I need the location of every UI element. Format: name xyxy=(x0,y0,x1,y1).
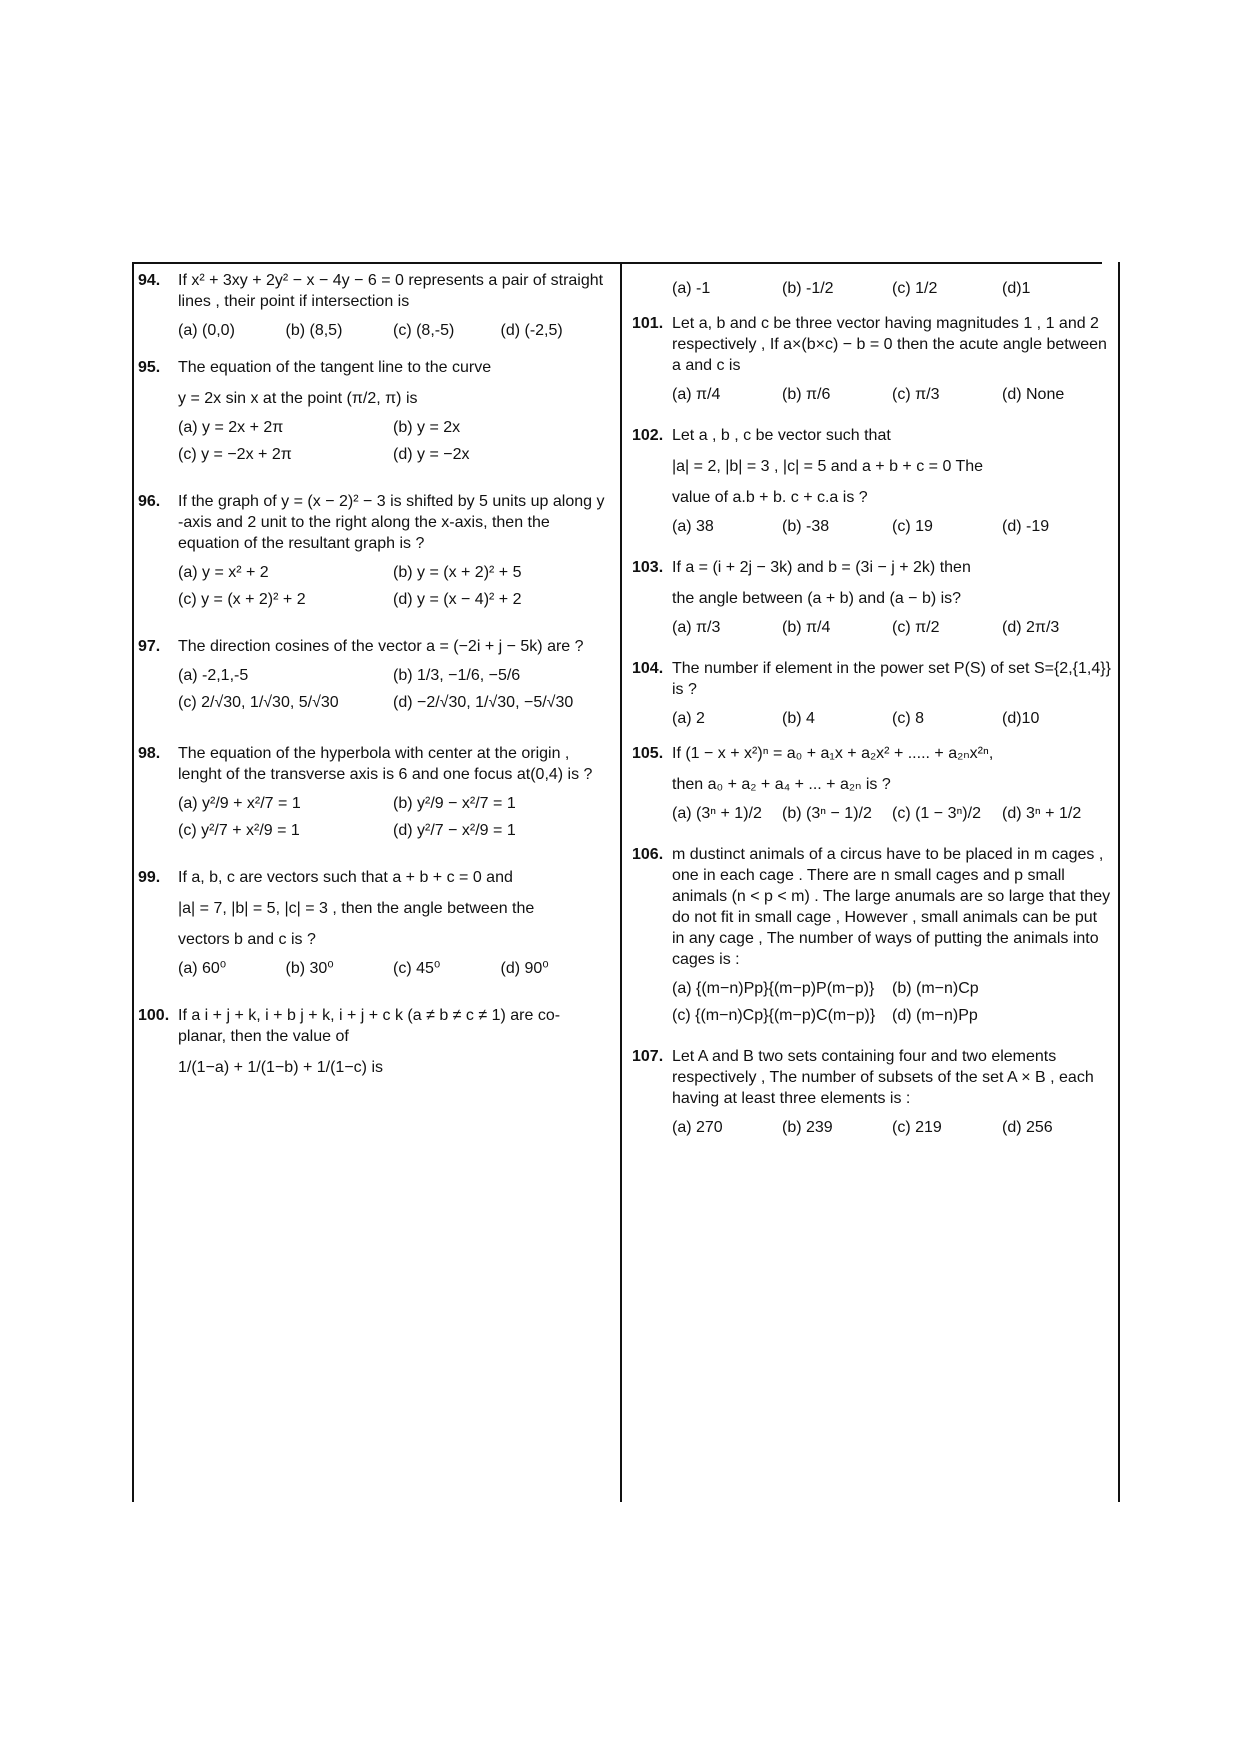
option: (d) y = −2x xyxy=(393,446,470,463)
option: (d)1 xyxy=(1002,280,1031,297)
option: (d) −2/√30, 1/√30, −5/√30 xyxy=(393,694,574,711)
question-text: The equation of the tangent line to the curve xyxy=(178,359,492,376)
question-number: 103. xyxy=(632,559,664,576)
option: (c) π/2 xyxy=(892,619,940,636)
option: (a) 270 xyxy=(672,1119,723,1136)
options-list xyxy=(178,787,608,841)
question-107 xyxy=(632,1046,1112,1138)
option: (b) π/6 xyxy=(782,386,831,403)
question-94 xyxy=(138,270,608,341)
question-number: 101. xyxy=(632,315,664,332)
question-subtext: the angle between (a + b) and (a − b) is? xyxy=(672,590,962,607)
left-column xyxy=(138,270,608,1078)
question-subtext: value of a.b + b. c + c.a is ? xyxy=(672,489,868,506)
option: (c) 19 xyxy=(892,518,933,535)
options-list xyxy=(672,797,1112,824)
option: (a) -2,1,-5 xyxy=(178,667,249,684)
option: (a) (3ⁿ + 1)/2 xyxy=(672,805,762,822)
top-rule-left xyxy=(132,262,622,264)
option: (b) 4 xyxy=(782,710,815,727)
option: (d) (m−n)Pp xyxy=(892,1007,978,1024)
option: (d) None xyxy=(1002,386,1065,403)
option: (d) 2π/3 xyxy=(1002,619,1060,636)
question-number: 100. xyxy=(138,1007,170,1024)
question-text: If the graph of y = (x − 2)² − 3 is shifted by 5 units up along y -axis and 2 unit to the right along the x-axis, then the equation of the resultant graph is ? xyxy=(178,493,605,552)
question-number: 94. xyxy=(138,272,161,289)
question-number: 107. xyxy=(632,1048,664,1065)
options-list xyxy=(178,556,608,610)
option: (c) (1 − 3ⁿ)/2 xyxy=(892,805,981,822)
options-list xyxy=(672,510,1112,537)
option: (a) y²/9 + x²/7 = 1 xyxy=(178,795,301,812)
question-subtext: vectors b and c is ? xyxy=(178,931,316,948)
right-border xyxy=(1118,262,1120,1502)
option: (b) π/4 xyxy=(782,619,831,636)
top-rule-right xyxy=(622,262,1102,264)
question-number: 97. xyxy=(138,638,161,655)
question-106 xyxy=(632,844,1112,1026)
option: (c) y²/7 + x²/9 = 1 xyxy=(178,822,300,839)
option: (d)10 xyxy=(1002,710,1040,727)
options-list xyxy=(178,314,608,341)
options-list xyxy=(672,611,1112,638)
option: (a) {(m−n)Pp}{(m−p)P(m−p)} xyxy=(672,980,875,997)
option: (a) y = x² + 2 xyxy=(178,564,269,581)
question-number: 102. xyxy=(632,427,664,444)
option: (c) 45⁰ xyxy=(393,960,441,977)
question-100 xyxy=(138,1005,608,1078)
option: (b) (m−n)Cp xyxy=(892,980,979,997)
question-text: The direction cosines of the vector a = (−2i + j − 5k) are ? xyxy=(178,638,584,655)
question-subtext: |a| = 2, |b| = 3 , |c| = 5 and a + b + c = 0 The xyxy=(672,458,984,475)
option: (c) 219 xyxy=(892,1119,942,1136)
question-95 xyxy=(138,357,608,465)
option: (c) 8 xyxy=(892,710,924,727)
question-subtext: then a₀ + a₂ + a₄ + ... + a₂ₙ is ? xyxy=(672,776,891,793)
question-number: 95. xyxy=(138,359,161,376)
question-number: 106. xyxy=(632,846,664,863)
option: (a) π/3 xyxy=(672,619,721,636)
question-99 xyxy=(138,867,608,979)
options-list xyxy=(178,659,608,713)
question-text: If a, b, c are vectors such that a + b + c = 0 and xyxy=(178,869,513,886)
option: (c) 1/2 xyxy=(892,280,938,297)
options-list xyxy=(672,272,1112,299)
option: (b) -1/2 xyxy=(782,280,834,297)
option: (b) y = 2x xyxy=(393,419,461,436)
question-text: The equation of the hyperbola with center at the origin , lenght of the transverse axis is 6 and one focus at(0,4) is ? xyxy=(178,745,593,783)
option: (b) 30⁰ xyxy=(285,960,334,977)
options-list xyxy=(178,952,608,979)
options-list xyxy=(672,1111,1112,1138)
question-number: 104. xyxy=(632,660,664,677)
option: (b) y²/9 − x²/7 = 1 xyxy=(393,795,516,812)
question-text: Let a, b and c be three vector having magnitudes 1 , 1 and 2 respectively , If a×(b×c) − b = 0 then the acute angle between a and c is xyxy=(672,315,1107,374)
option: (b) 1/3, −1/6, −5/6 xyxy=(393,667,521,684)
question-text: Let A and B two sets containing four and two elements respectively , The number of subsets of the set A × B , each having at least three elements is : xyxy=(672,1048,1094,1107)
question-text: If a = (i + 2j − 3k) and b = (3i − j + 2k) then xyxy=(672,559,971,576)
option: (c) {(m−n)Cp}{(m−p)C(m−p)} xyxy=(672,1007,876,1024)
option: (b) y = (x + 2)² + 5 xyxy=(393,564,522,581)
question-text: If a i + j + k, i + b j + k, i + j + c k (a ≠ b ≠ c ≠ 1) are co- planar, then the value of xyxy=(178,1007,561,1045)
option: (c) π/3 xyxy=(892,386,940,403)
question-text: The number if element in the power set P(S) of set S={2,{1,4}} is ? xyxy=(672,660,1111,698)
option: (b) (8,5) xyxy=(285,322,343,339)
question-text: If x² + 3xy + 2y² − x − 4y − 6 = 0 represents a pair of straight lines , their point if intersection is xyxy=(178,272,604,310)
question-102 xyxy=(632,425,1112,537)
left-border xyxy=(132,262,134,1502)
question-96 xyxy=(138,491,608,610)
option: (b) 239 xyxy=(782,1119,833,1136)
option: (d) 256 xyxy=(1002,1119,1053,1136)
option: (d) -19 xyxy=(1002,518,1050,535)
option: (c) 2/√30, 1/√30, 5/√30 xyxy=(178,694,339,711)
question-subtext: 1/(1−a) + 1/(1−b) + 1/(1−c) is xyxy=(178,1059,383,1076)
question-103 xyxy=(632,557,1112,638)
option: (a) 60⁰ xyxy=(178,960,227,977)
question-101 xyxy=(632,313,1112,405)
question-number: 98. xyxy=(138,745,161,762)
option: (c) y = −2x + 2π xyxy=(178,446,292,463)
option: (c) y = (x + 2)² + 2 xyxy=(178,591,306,608)
option: (d) y = (x − 4)² + 2 xyxy=(393,591,522,608)
option: (b) -38 xyxy=(782,518,830,535)
options-list xyxy=(672,378,1112,405)
options-list xyxy=(672,702,1112,729)
option: (c) (8,-5) xyxy=(393,322,455,339)
column-divider xyxy=(620,262,622,1502)
question-text: If (1 − x + x²)ⁿ = a₀ + a₁x + a₂x² + ..... + a₂ₙx²ⁿ, xyxy=(672,745,994,762)
question-105 xyxy=(632,743,1112,824)
option: (a) y = 2x + 2π xyxy=(178,419,284,436)
question-continued xyxy=(632,272,1112,299)
option: (a) (0,0) xyxy=(178,322,235,339)
option: (a) π/4 xyxy=(672,386,721,403)
question-98 xyxy=(138,743,608,841)
question-97 xyxy=(138,636,608,713)
right-column xyxy=(632,270,1112,1138)
question-number: 99. xyxy=(138,869,161,886)
options-list xyxy=(178,411,608,465)
option: (d) (-2,5) xyxy=(500,322,563,339)
page-frame xyxy=(132,262,1120,1502)
question-text: Let a , b , c be vector such that xyxy=(672,427,891,444)
question-text: m dustinct animals of a circus have to be placed in m cages , one in each cage . There are n small cages and p small animals (n < p < m) . The large anumals are so large that they do not fit in small cage , However , small animals can be put in any cage , The number of ways of putting the animals into cages is : xyxy=(672,846,1111,968)
question-subtext: y = 2x sin x at the point (π/2, π) is xyxy=(178,390,418,407)
option: (a) 2 xyxy=(672,710,705,727)
question-number: 105. xyxy=(632,745,664,762)
question-104 xyxy=(632,658,1112,729)
option: (d) 90⁰ xyxy=(500,960,549,977)
option: (a) -1 xyxy=(672,280,711,297)
option: (a) 38 xyxy=(672,518,714,535)
option: (b) (3ⁿ − 1)/2 xyxy=(782,805,872,822)
option: (d) 3ⁿ + 1/2 xyxy=(1002,805,1082,822)
option: (d) y²/7 − x²/9 = 1 xyxy=(393,822,516,839)
question-subtext: |a| = 7, |b| = 5, |c| = 3 , then the angle between the xyxy=(178,900,535,917)
options-list xyxy=(672,972,1112,1026)
question-number: 96. xyxy=(138,493,161,510)
